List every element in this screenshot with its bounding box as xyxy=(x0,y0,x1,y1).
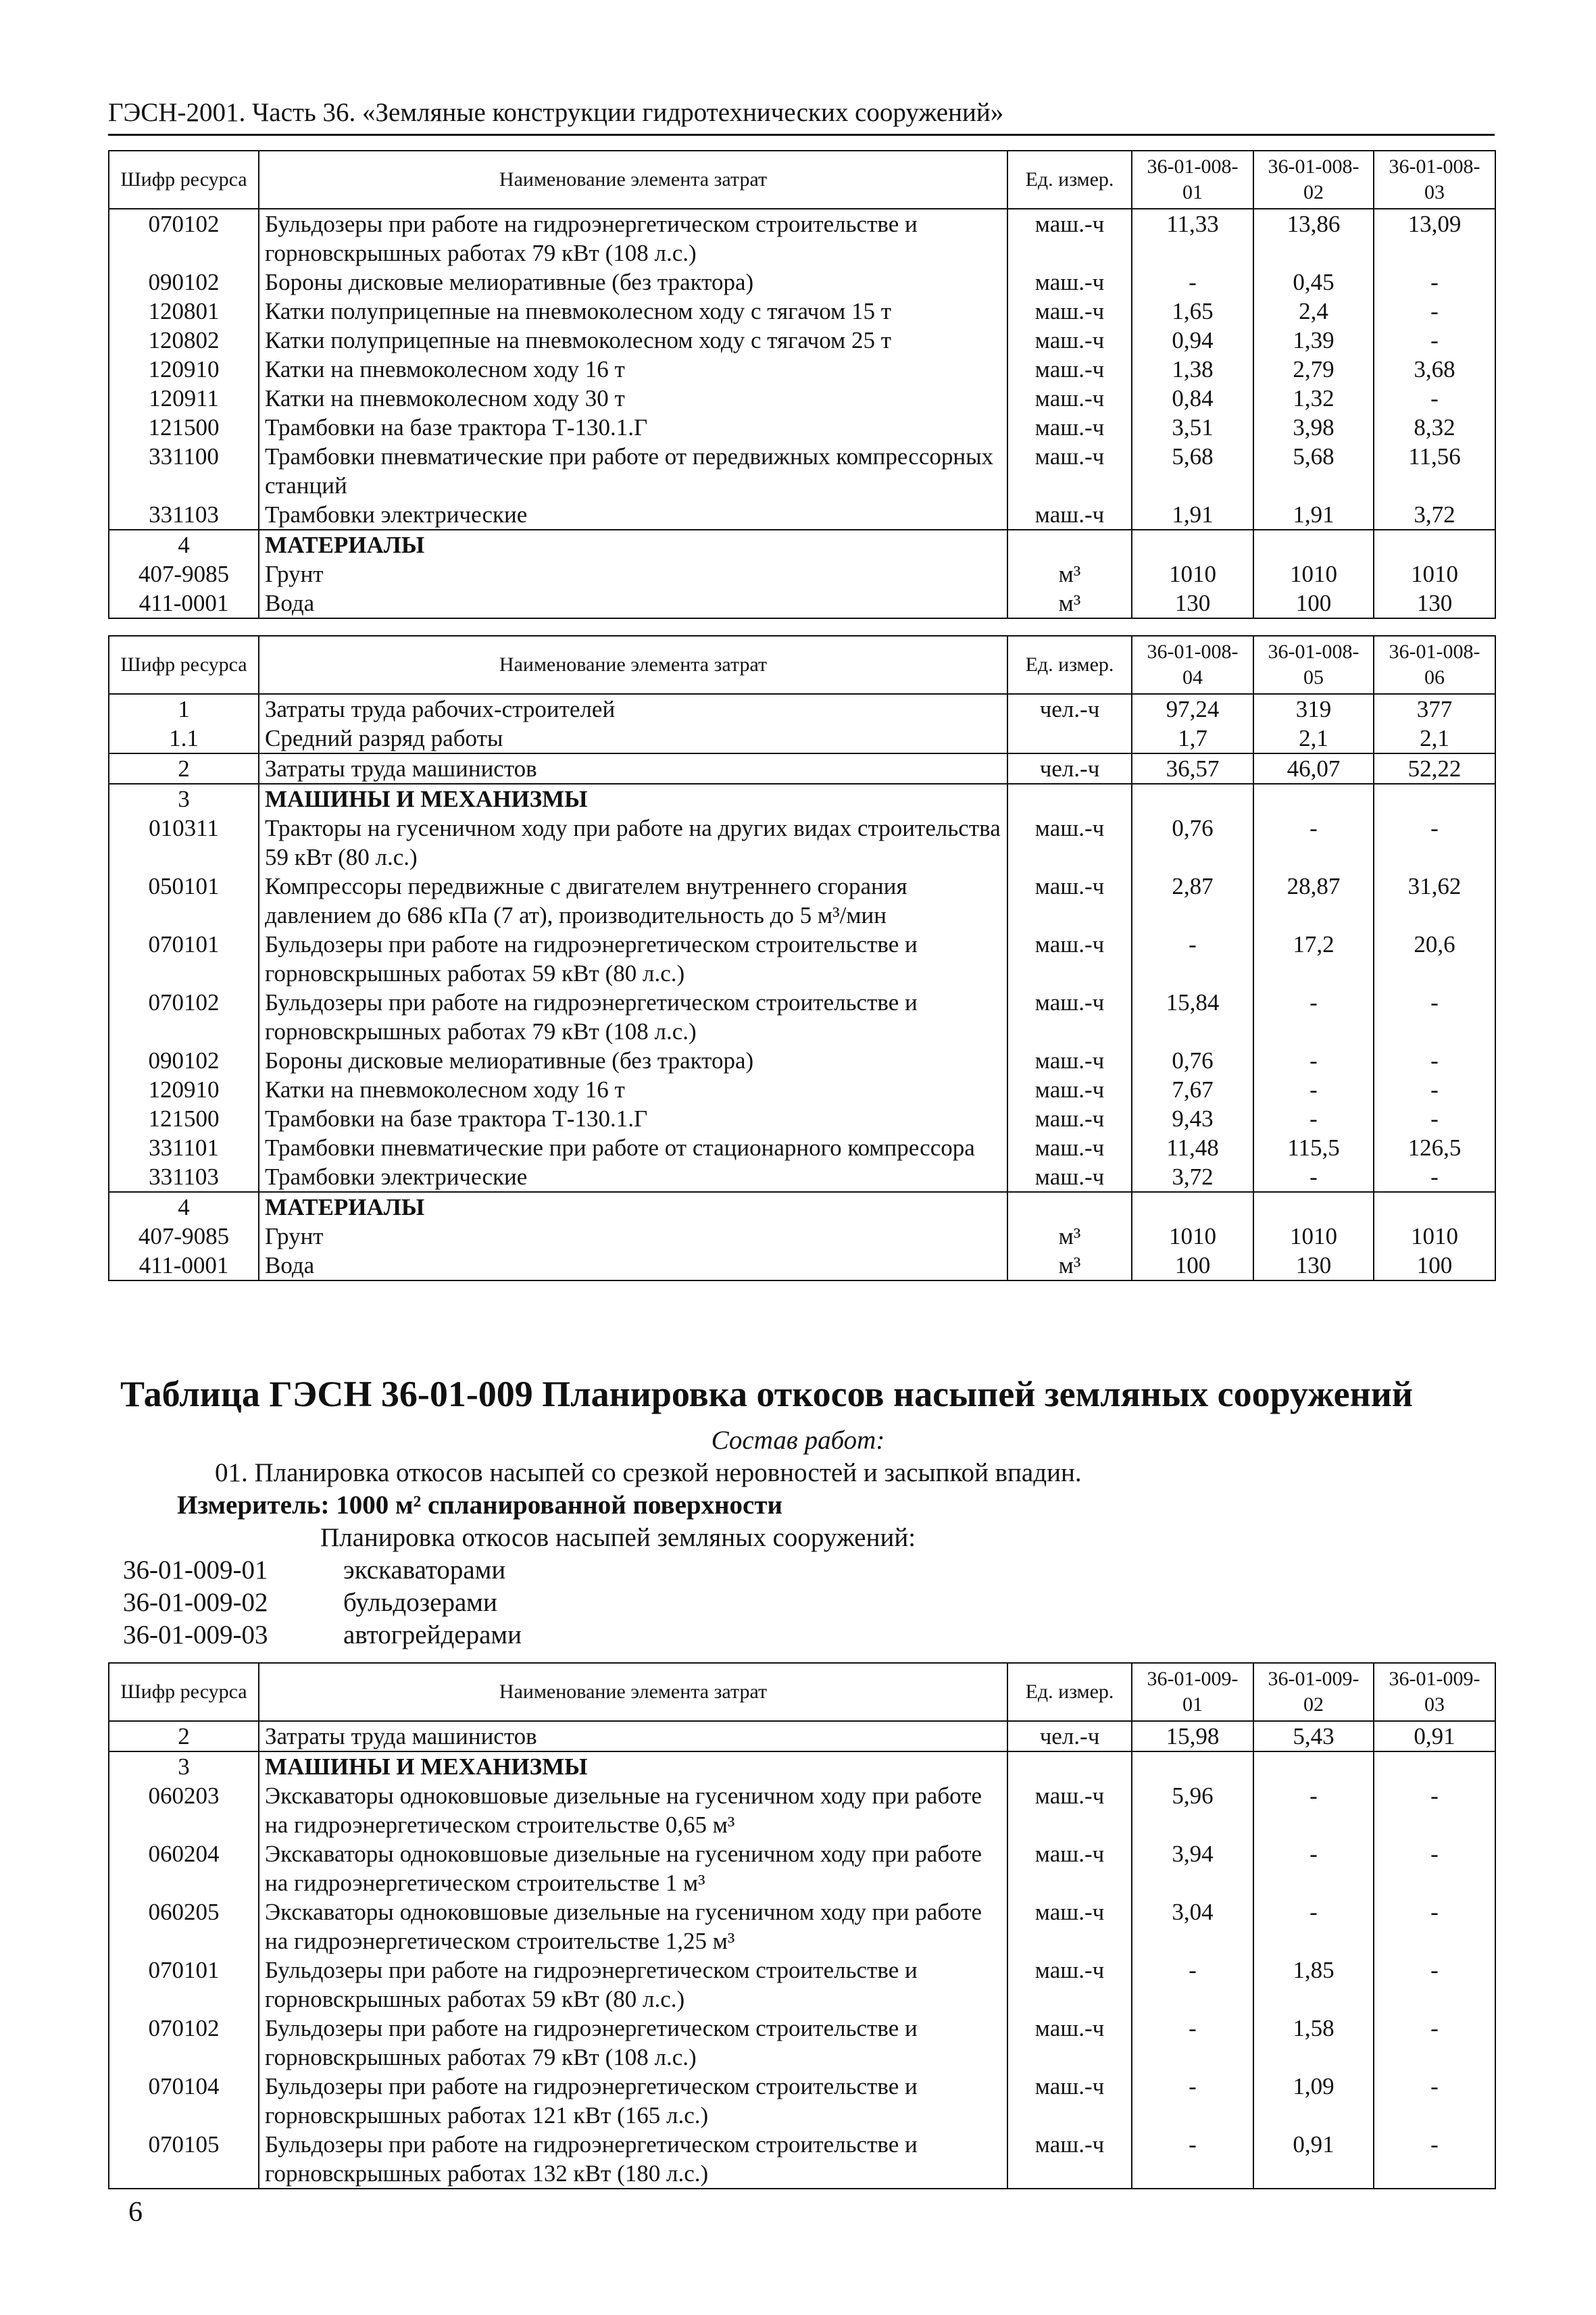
resource-name: Трамбовки на базе трактора Т-130.1.Г xyxy=(259,413,1007,442)
value-cell: - xyxy=(1374,1075,1495,1104)
resource-code: 407-9085 xyxy=(109,559,259,589)
table-row xyxy=(109,209,1495,268)
value-cell: - xyxy=(1374,326,1495,355)
unit-cell: маш.-ч xyxy=(1007,326,1132,355)
unit-cell: маш.-ч xyxy=(1007,872,1132,930)
resource-code: 331103 xyxy=(109,1162,259,1192)
resource-name: Грунт xyxy=(259,559,1007,589)
header-col: 36-01-009-03 xyxy=(1374,1663,1495,1721)
value-cell: 1010 xyxy=(1132,559,1253,589)
value-cell: - xyxy=(1374,1839,1495,1897)
resource-name: Трамбовки пневматические при работе от передвижных компрессорных станций xyxy=(259,442,1007,500)
table-row xyxy=(109,589,1495,618)
value-cell: 1,65 xyxy=(1132,297,1253,326)
value-cell: 11,48 xyxy=(1132,1133,1253,1162)
resource-code: 407-9085 xyxy=(109,1222,259,1251)
value-cell: 3,94 xyxy=(1132,1839,1253,1897)
resource-code: 070102 xyxy=(109,988,259,1046)
unit-cell: маш.-ч xyxy=(1007,355,1132,384)
value-cell: 5,68 xyxy=(1253,442,1374,500)
resource-name: Средний разряд работы xyxy=(259,724,1007,753)
resource-name: МАТЕРИАЛЫ xyxy=(259,530,1007,559)
resource-name: МАШИНЫ И МЕХАНИЗМЫ xyxy=(259,784,1007,814)
value-cell: 28,87 xyxy=(1253,872,1374,930)
value-cell xyxy=(1253,530,1374,559)
resource-code: 411-0001 xyxy=(109,1251,259,1280)
value-cell: - xyxy=(1253,1046,1374,1075)
table-row xyxy=(109,1133,1495,1162)
resource-name: Экскаваторы одноковшовые дизельные на гусеничном ходу при работе на гидроэнергетическом строительстве 0,65 м³ xyxy=(259,1781,1007,1839)
value-cell: - xyxy=(1253,988,1374,1046)
table-row xyxy=(109,413,1495,442)
table-row xyxy=(109,297,1495,326)
variant-code: 36-01-009-03 xyxy=(123,1620,268,1649)
unit-cell: маш.-ч xyxy=(1007,2130,1132,2189)
variants-subtitle: Планировка откосов насыпей земляных сооружений: xyxy=(320,1523,916,1552)
variant-text: бульдозерами xyxy=(343,1588,497,1617)
value-cell: 13,09 xyxy=(1374,209,1495,268)
value-cell: 130 xyxy=(1253,1251,1374,1280)
resource-code: 120910 xyxy=(109,355,259,384)
value-cell: - xyxy=(1374,2014,1495,2072)
unit-cell xyxy=(1007,530,1132,559)
value-cell: - xyxy=(1374,384,1495,413)
table-row xyxy=(109,530,1495,559)
composition-label: Состав работ: xyxy=(711,1426,885,1455)
value-cell xyxy=(1253,1192,1374,1222)
header-col: 36-01-009-02 xyxy=(1253,1663,1374,1721)
value-cell: 97,24 xyxy=(1132,694,1253,724)
value-cell: 3,98 xyxy=(1253,413,1374,442)
resource-name: Трамбовки пневматические при работе от стационарного компрессора xyxy=(259,1133,1007,1162)
unit-cell: маш.-ч xyxy=(1007,500,1132,530)
header-code: Шифр ресурса xyxy=(109,151,259,209)
resource-code: 060203 xyxy=(109,1781,259,1839)
resource-name: МАШИНЫ И МЕХАНИЗМЫ xyxy=(259,1751,1007,1781)
resource-code: 331103 xyxy=(109,500,259,530)
value-cell: - xyxy=(1132,2072,1253,2130)
value-cell: - xyxy=(1374,1956,1495,2014)
value-cell: 11,56 xyxy=(1374,442,1495,500)
unit-cell: маш.-ч xyxy=(1007,988,1132,1046)
value-cell: 0,76 xyxy=(1132,814,1253,872)
value-cell: - xyxy=(1374,814,1495,872)
value-cell: 8,32 xyxy=(1374,413,1495,442)
meter-line: Измеритель: 1000 м² спланированной поверхности xyxy=(177,1491,782,1520)
unit-cell: м³ xyxy=(1007,559,1132,589)
table-row xyxy=(109,872,1495,930)
value-cell: 0,84 xyxy=(1132,384,1253,413)
resource-code: 010311 xyxy=(109,814,259,872)
value-cell: 100 xyxy=(1132,1251,1253,1280)
value-cell: - xyxy=(1374,1104,1495,1133)
value-cell: - xyxy=(1132,2130,1253,2189)
unit-cell xyxy=(1007,1192,1132,1222)
value-cell: 1010 xyxy=(1132,1222,1253,1251)
value-cell xyxy=(1132,1192,1253,1222)
resource-code: 090102 xyxy=(109,1046,259,1075)
resource-code: 060205 xyxy=(109,1897,259,1956)
unit-cell: маш.-ч xyxy=(1007,930,1132,988)
resource-code: 120910 xyxy=(109,1075,259,1104)
table-row xyxy=(109,1721,1495,1751)
value-cell: 3,51 xyxy=(1132,413,1253,442)
table-row xyxy=(109,753,1495,784)
value-cell xyxy=(1374,1751,1495,1781)
unit-cell: маш.-ч xyxy=(1007,1133,1132,1162)
value-cell xyxy=(1253,784,1374,814)
value-cell: 1,39 xyxy=(1253,326,1374,355)
value-cell: 31,62 xyxy=(1374,872,1495,930)
value-cell xyxy=(1374,784,1495,814)
resource-table xyxy=(108,1662,1496,2189)
value-cell: - xyxy=(1132,930,1253,988)
variant-text: экскаваторами xyxy=(343,1555,506,1585)
table-row xyxy=(109,784,1495,814)
table-header-row xyxy=(109,151,1495,209)
table-row xyxy=(109,326,1495,355)
value-cell: 5,43 xyxy=(1253,1721,1374,1751)
value-cell: 2,1 xyxy=(1253,724,1374,753)
resource-name: Катки на пневмоколесном ходу 16 т xyxy=(259,355,1007,384)
value-cell: 3,72 xyxy=(1374,500,1495,530)
resource-name: Бульдозеры при работе на гидроэнергетическом строительстве и горновскрышных работах 79 кВт (108 л.с.) xyxy=(259,2014,1007,2072)
unit-cell: маш.-ч xyxy=(1007,1046,1132,1075)
table-row xyxy=(109,442,1495,500)
header-code: Шифр ресурса xyxy=(109,1663,259,1721)
value-cell: 5,68 xyxy=(1132,442,1253,500)
value-cell: 9,43 xyxy=(1132,1104,1253,1133)
resource-code: 4 xyxy=(109,530,259,559)
value-cell: - xyxy=(1253,1104,1374,1133)
resource-name: Бульдозеры при работе на гидроэнергетическом строительстве и горновскрышных работах 79 кВт (108 л.с.) xyxy=(259,209,1007,268)
table-row xyxy=(109,724,1495,753)
table-row xyxy=(109,1897,1495,1956)
value-cell: - xyxy=(1374,1897,1495,1956)
value-cell: - xyxy=(1374,1781,1495,1839)
resource-name: Бульдозеры при работе на гидроэнергетическом строительстве и горновскрышных работах 132 кВт (180 л.с.) xyxy=(259,2130,1007,2189)
value-cell: 100 xyxy=(1253,589,1374,618)
table-row xyxy=(109,500,1495,530)
resource-code: 2 xyxy=(109,753,259,784)
unit-cell: маш.-ч xyxy=(1007,814,1132,872)
value-cell: 1,58 xyxy=(1253,2014,1374,2072)
table-row xyxy=(109,1075,1495,1104)
value-cell: 1010 xyxy=(1253,1222,1374,1251)
table-row xyxy=(109,1781,1495,1839)
value-cell: 126,5 xyxy=(1374,1133,1495,1162)
unit-cell: маш.-ч xyxy=(1007,384,1132,413)
value-cell: 130 xyxy=(1132,589,1253,618)
resource-code: 3 xyxy=(109,784,259,814)
value-cell: - xyxy=(1253,814,1374,872)
resource-code: 1 xyxy=(109,694,259,724)
resource-name: Вода xyxy=(259,589,1007,618)
resource-code: 070105 xyxy=(109,2130,259,2189)
value-cell: 1010 xyxy=(1374,1222,1495,1251)
unit-cell xyxy=(1007,724,1132,753)
value-cell: - xyxy=(1374,297,1495,326)
header-col: 36-01-008-05 xyxy=(1253,636,1374,694)
value-cell: - xyxy=(1253,1897,1374,1956)
resource-name: Вода xyxy=(259,1251,1007,1280)
value-cell: 1,09 xyxy=(1253,2072,1374,2130)
table-row xyxy=(109,1104,1495,1133)
resource-code: 070102 xyxy=(109,2014,259,2072)
table-header-row xyxy=(109,636,1495,694)
resource-code: 090102 xyxy=(109,268,259,297)
value-cell: 0,91 xyxy=(1253,2130,1374,2189)
value-cell xyxy=(1132,784,1253,814)
value-cell: 1,91 xyxy=(1132,500,1253,530)
value-cell: 100 xyxy=(1374,1251,1495,1280)
value-cell: - xyxy=(1253,1075,1374,1104)
unit-cell: маш.-ч xyxy=(1007,1162,1132,1192)
value-cell: - xyxy=(1374,1162,1495,1192)
resource-name: Бульдозеры при работе на гидроэнергетическом строительстве и горновскрышных работах 59 кВт (80 л.с.) xyxy=(259,1956,1007,2014)
resource-name: МАТЕРИАЛЫ xyxy=(259,1192,1007,1222)
table-header-row xyxy=(109,1663,1495,1721)
resource-name: Тракторы на гусеничном ходу при работе на других видах строительства 59 кВт (80 л.с.) xyxy=(259,814,1007,872)
resource-name: Затраты труда машинистов xyxy=(259,753,1007,784)
value-cell: - xyxy=(1253,1781,1374,1839)
resource-code: 3 xyxy=(109,1751,259,1781)
value-cell xyxy=(1132,1751,1253,1781)
resource-code: 1.1 xyxy=(109,724,259,753)
table-row xyxy=(109,1222,1495,1251)
variant-code: 36-01-009-01 xyxy=(123,1555,268,1585)
unit-cell: м³ xyxy=(1007,1251,1132,1280)
value-cell: 2,79 xyxy=(1253,355,1374,384)
value-cell: 15,84 xyxy=(1132,988,1253,1046)
unit-cell: маш.-ч xyxy=(1007,1781,1132,1839)
unit-cell: маш.-ч xyxy=(1007,297,1132,326)
resource-code: 120801 xyxy=(109,297,259,326)
resource-code: 070104 xyxy=(109,2072,259,2130)
unit-cell: маш.-ч xyxy=(1007,1956,1132,2014)
value-cell: 13,86 xyxy=(1253,209,1374,268)
resource-name: Бороны дисковые мелиоративные (без трактора) xyxy=(259,1046,1007,1075)
header-col: 36-01-009-01 xyxy=(1132,1663,1253,1721)
value-cell: 1,32 xyxy=(1253,384,1374,413)
value-cell: 2,1 xyxy=(1374,724,1495,753)
value-cell: - xyxy=(1253,1839,1374,1897)
value-cell: 130 xyxy=(1374,589,1495,618)
value-cell xyxy=(1374,530,1495,559)
header-col: 36-01-008-06 xyxy=(1374,636,1495,694)
resource-name: Трамбовки электрические xyxy=(259,500,1007,530)
resource-name: Бульдозеры при работе на гидроэнергетическом строительстве и горновскрышных работах 79 кВт (108 л.с.) xyxy=(259,988,1007,1046)
value-cell: 1,38 xyxy=(1132,355,1253,384)
resource-code: 070101 xyxy=(109,930,259,988)
header-unit: Ед. измер. xyxy=(1007,151,1132,209)
resource-name: Компрессоры передвижные с двигателем внутреннего сгорания давлением до 686 кПа (7 ат), производительность до 5 м³/мин xyxy=(259,872,1007,930)
table-row xyxy=(109,1751,1495,1781)
value-cell: - xyxy=(1132,2014,1253,2072)
resource-name: Трамбовки электрические xyxy=(259,1162,1007,1192)
table-row xyxy=(109,1839,1495,1897)
resource-code: 4 xyxy=(109,1192,259,1222)
resource-name: Трамбовки на базе трактора Т-130.1.Г xyxy=(259,1104,1007,1133)
unit-cell: чел.-ч xyxy=(1007,1721,1132,1751)
header-code: Шифр ресурса xyxy=(109,636,259,694)
table-row xyxy=(109,2072,1495,2130)
resource-name: Катки полуприцепные на пневмоколесном ходу с тягачом 25 т xyxy=(259,326,1007,355)
value-cell: 36,57 xyxy=(1132,753,1253,784)
table-row xyxy=(109,1956,1495,2014)
value-cell: 15,98 xyxy=(1132,1721,1253,1751)
unit-cell: маш.-ч xyxy=(1007,2014,1132,2072)
value-cell: - xyxy=(1374,2130,1495,2189)
value-cell: 1,85 xyxy=(1253,1956,1374,2014)
table-row xyxy=(109,559,1495,589)
value-cell: 0,45 xyxy=(1253,268,1374,297)
header-col: 36-01-008-04 xyxy=(1132,636,1253,694)
value-cell: 20,6 xyxy=(1374,930,1495,988)
unit-cell: маш.-ч xyxy=(1007,1897,1132,1956)
unit-cell: маш.-ч xyxy=(1007,413,1132,442)
variant-code: 36-01-009-02 xyxy=(123,1588,268,1617)
page-number: 6 xyxy=(128,2197,143,2228)
value-cell: 319 xyxy=(1253,694,1374,724)
unit-cell: маш.-ч xyxy=(1007,1104,1132,1133)
unit-cell: маш.-ч xyxy=(1007,442,1132,500)
resource-name: Бульдозеры при работе на гидроэнергетическом строительстве и горновскрышных работах 121 кВт (165 л.с.) xyxy=(259,2072,1007,2130)
value-cell: - xyxy=(1132,268,1253,297)
resource-name: Затраты труда машинистов xyxy=(259,1721,1007,1751)
value-cell xyxy=(1132,530,1253,559)
header-name: Наименование элемента затрат xyxy=(259,151,1007,209)
header-col: 36-01-008-02 xyxy=(1253,151,1374,209)
resource-table xyxy=(108,150,1496,619)
table-row xyxy=(109,988,1495,1046)
table-row xyxy=(109,2014,1495,2072)
resource-code: 331101 xyxy=(109,1133,259,1162)
value-cell: 3,72 xyxy=(1132,1162,1253,1192)
resource-name: Затраты труда рабочих-строителей xyxy=(259,694,1007,724)
unit-cell: маш.-ч xyxy=(1007,1075,1132,1104)
table-row xyxy=(109,268,1495,297)
value-cell xyxy=(1374,1192,1495,1222)
resource-name: Бороны дисковые мелиоративные (без трактора) xyxy=(259,268,1007,297)
value-cell: 11,33 xyxy=(1132,209,1253,268)
value-cell: 2,87 xyxy=(1132,872,1253,930)
header-unit: Ед. измер. xyxy=(1007,636,1132,694)
resource-name: Грунт xyxy=(259,1222,1007,1251)
header-col: 36-01-008-03 xyxy=(1374,151,1495,209)
resource-table xyxy=(108,635,1496,1281)
header-unit: Ед. измер. xyxy=(1007,1663,1132,1721)
table-row xyxy=(109,694,1495,724)
resource-name: Катки полуприцепные на пневмоколесном ходу с тягачом 15 т xyxy=(259,297,1007,326)
value-cell: 46,07 xyxy=(1253,753,1374,784)
value-cell: 377 xyxy=(1374,694,1495,724)
resource-code: 060204 xyxy=(109,1839,259,1897)
resource-name: Катки на пневмоколесном ходу 16 т xyxy=(259,1075,1007,1104)
resource-name: Бульдозеры при работе на гидроэнергетическом строительстве и горновскрышных работах 59 кВт (80 л.с.) xyxy=(259,930,1007,988)
work-description: 01. Планировка откосов насыпей со срезкой неровностей и засыпкой впадин. xyxy=(215,1458,1082,1487)
value-cell: - xyxy=(1374,1046,1495,1075)
value-cell: 0,94 xyxy=(1132,326,1253,355)
unit-cell: маш.-ч xyxy=(1007,209,1132,268)
unit-cell: маш.-ч xyxy=(1007,2072,1132,2130)
table-row xyxy=(109,930,1495,988)
table-row xyxy=(109,384,1495,413)
value-cell: - xyxy=(1374,268,1495,297)
resource-code: 050101 xyxy=(109,872,259,930)
value-cell: 115,5 xyxy=(1253,1133,1374,1162)
unit-cell: чел.-ч xyxy=(1007,694,1132,724)
unit-cell: маш.-ч xyxy=(1007,1839,1132,1897)
unit-cell: м³ xyxy=(1007,589,1132,618)
resource-name: Катки на пневмоколесном ходу 30 т xyxy=(259,384,1007,413)
resource-code: 121500 xyxy=(109,413,259,442)
value-cell: 1010 xyxy=(1253,559,1374,589)
table-row xyxy=(109,355,1495,384)
value-cell: 3,68 xyxy=(1374,355,1495,384)
table-row xyxy=(109,1192,1495,1222)
value-cell: 1,7 xyxy=(1132,724,1253,753)
resource-code: 070101 xyxy=(109,1956,259,2014)
table-row xyxy=(109,2130,1495,2189)
value-cell: 5,96 xyxy=(1132,1781,1253,1839)
value-cell: 3,04 xyxy=(1132,1897,1253,1956)
header-name: Наименование элемента затрат xyxy=(259,636,1007,694)
value-cell: 52,22 xyxy=(1374,753,1495,784)
table-row xyxy=(109,1251,1495,1280)
resource-name: Экскаваторы одноковшовые дизельные на гусеничном ходу при работе на гидроэнергетическом строительстве 1,25 м³ xyxy=(259,1897,1007,1956)
unit-cell xyxy=(1007,1751,1132,1781)
value-cell: 1010 xyxy=(1374,559,1495,589)
resource-code: 2 xyxy=(109,1721,259,1751)
value-cell: 0,91 xyxy=(1374,1721,1495,1751)
value-cell: 17,2 xyxy=(1253,930,1374,988)
table-row xyxy=(109,814,1495,872)
unit-cell xyxy=(1007,784,1132,814)
value-cell: - xyxy=(1374,2072,1495,2130)
table-row xyxy=(109,1162,1495,1192)
header-name: Наименование элемента затрат xyxy=(259,1663,1007,1721)
variant-text: автогрейдерами xyxy=(343,1620,522,1649)
value-cell xyxy=(1253,1751,1374,1781)
value-cell: 0,76 xyxy=(1132,1046,1253,1075)
value-cell: 7,67 xyxy=(1132,1075,1253,1104)
value-cell: - xyxy=(1132,1956,1253,2014)
unit-cell: м³ xyxy=(1007,1222,1132,1251)
resource-code: 120802 xyxy=(109,326,259,355)
page-header: ГЭСН-2001. Часть 36. «Земляные конструкции гидротехнических сооружений» xyxy=(108,96,1495,136)
header-col: 36-01-008-01 xyxy=(1132,151,1253,209)
resource-name: Экскаваторы одноковшовые дизельные на гусеничном ходу при работе на гидроэнергетическом строительстве 1 м³ xyxy=(259,1839,1007,1897)
value-cell: 2,4 xyxy=(1253,297,1374,326)
resource-code: 070102 xyxy=(109,209,259,268)
table-title: Таблица ГЭСН 36-01-009 Планировка откосов насыпей земляных сооружений xyxy=(120,1374,1413,1414)
resource-code: 121500 xyxy=(109,1104,259,1133)
value-cell: - xyxy=(1374,988,1495,1046)
resource-code: 411-0001 xyxy=(109,589,259,618)
table-row xyxy=(109,1046,1495,1075)
resource-code: 331100 xyxy=(109,442,259,500)
value-cell: 1,91 xyxy=(1253,500,1374,530)
resource-code: 120911 xyxy=(109,384,259,413)
unit-cell: чел.-ч xyxy=(1007,753,1132,784)
value-cell: - xyxy=(1253,1162,1374,1192)
unit-cell: маш.-ч xyxy=(1007,268,1132,297)
